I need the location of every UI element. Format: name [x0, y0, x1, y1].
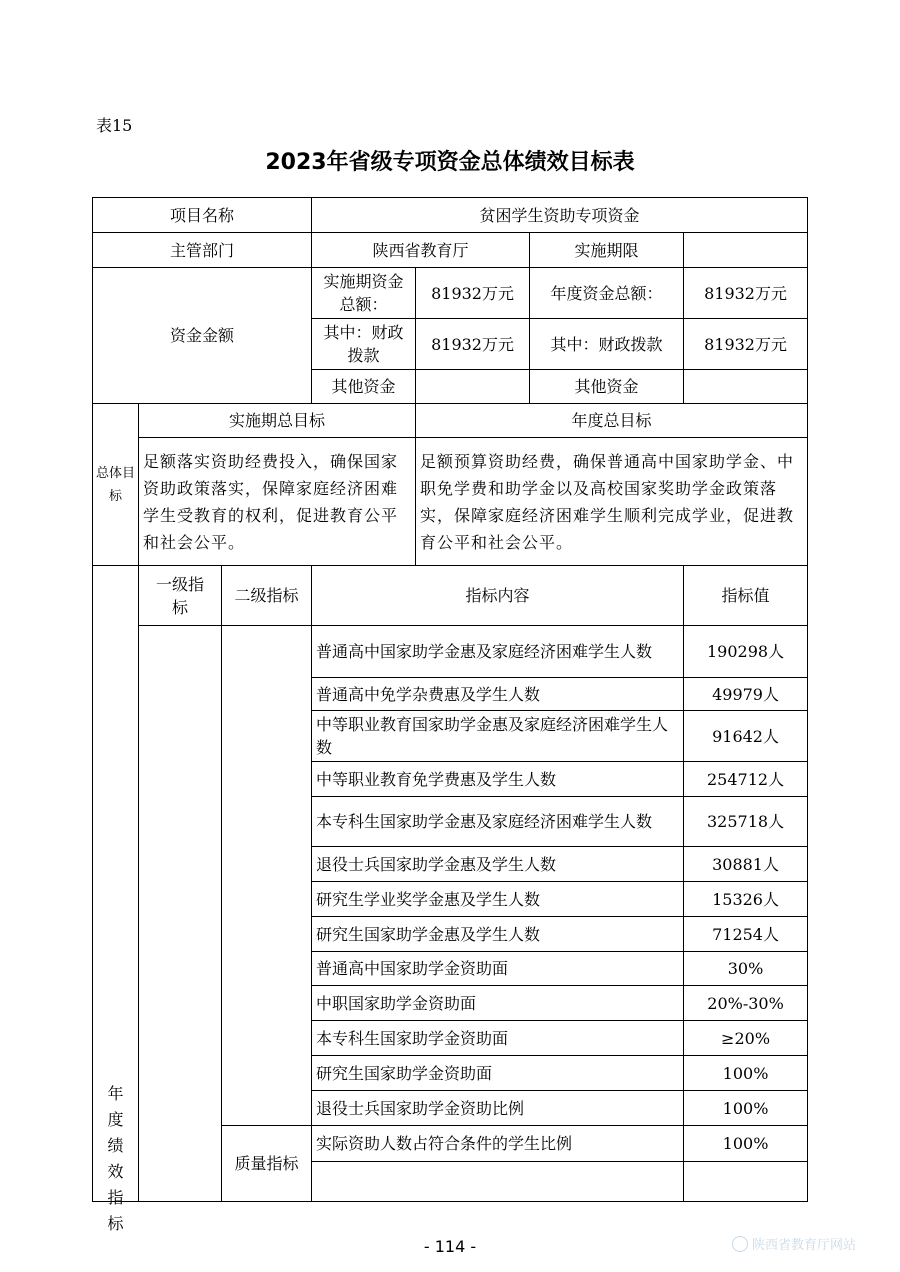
indicator-content: 研究生学业奖学金惠及学生人数 [312, 882, 684, 917]
col-level2: 二级指标 [222, 566, 312, 626]
quality-label: 质量指标 [234, 1154, 299, 1173]
indicator-content: 退役士兵国家助学金资助比例 [312, 1091, 684, 1126]
indicator-content-empty [312, 1162, 684, 1202]
annual-goal-label: 年度总目标 [416, 404, 808, 438]
project-name-label: 项目名称 [93, 198, 312, 233]
indicator-value: 254712人 [684, 762, 808, 797]
indicator-value: 325718人 [684, 797, 808, 847]
indicator-content: 普通高中国家助学金资助面 [312, 952, 684, 986]
fiscal-annual-label: 其中：财政拨款 [530, 319, 684, 370]
period-goal-text: 足额落实资助经费投入，确保国家资助政策落实，保障家庭经济困难学生受教育的权利，促进教育公平和社会公平。 [139, 438, 416, 566]
period-value [684, 233, 808, 268]
indicator-content: 本专科生国家助学金惠及家庭经济困难学生人数 [312, 797, 684, 847]
col-level1: 一级指标 [139, 566, 222, 626]
indicator-content: 研究生国家助学金惠及学生人数 [312, 917, 684, 952]
indicator-content: 中等职业教育免学费惠及学生人数 [312, 762, 684, 797]
total-period-label: 实施期资金总额： [312, 268, 416, 319]
watermark-logo-icon [732, 1236, 748, 1252]
goals-side-label: 总体目标 [93, 404, 139, 566]
indicator-value: 30881人 [684, 847, 808, 882]
level1-cell [139, 626, 222, 1202]
annual-goal-text: 足额预算资助经费，确保普通高中国家助学金、中职免学费和助学金以及高校国家奖助学金政策落实，保障家庭经济困难学生顺利完成学业，促进教育公平和社会公平。 [416, 438, 808, 566]
indicator-content: 本专科生国家助学金资助面 [312, 1021, 684, 1056]
indicator-value: 20%-30% [684, 986, 808, 1021]
indicators-side-label [93, 566, 139, 1233]
indicator-value-empty [684, 1162, 808, 1202]
indicator-value: 100% [684, 1056, 808, 1091]
performance-table [92, 197, 808, 1233]
col-content: 指标内容 [312, 566, 684, 626]
indicator-content: 退役士兵国家助学金惠及学生人数 [312, 847, 684, 882]
indicator-value: ≥20% [684, 1021, 808, 1056]
other-period-value [416, 370, 530, 404]
indicator-value: 15326人 [684, 882, 808, 917]
indicator-content: 实际资助人数占符合条件的学生比例 [312, 1126, 684, 1162]
indicator-content: 研究生国家助学金资助面 [312, 1056, 684, 1091]
annual-total-value: 81932万元 [684, 268, 808, 319]
watermark-text: 陕西省教育厅网站 [751, 1238, 856, 1253]
period-label: 实施期限 [530, 233, 684, 268]
fiscal-period-label: 其中：财政拨款 [312, 319, 416, 370]
indicator-value: 30% [684, 952, 808, 986]
indicator-content: 普通高中免学杂费惠及学生人数 [312, 678, 684, 711]
indicator-content: 中等职业教育国家助学金惠及家庭经济困难学生人数 [312, 711, 684, 762]
indicator-value: 71254人 [684, 917, 808, 952]
performance-table-frame [92, 197, 807, 1233]
indicator-value: 190298人 [684, 626, 808, 678]
indicator-content: 普通高中国家助学金惠及家庭经济困难学生人数 [312, 626, 684, 678]
indicator-value: 100% [684, 1091, 808, 1126]
page-number: - 114 - [423, 1237, 477, 1256]
level2-quantity-cell [222, 626, 312, 1126]
other-annual-value [684, 370, 808, 404]
other-period-label: 其他资金 [312, 370, 416, 404]
indicator-value: 49979人 [684, 678, 808, 711]
indicator-value: 91642人 [684, 711, 808, 762]
indicators-side-text: 年度绩效指标 [107, 1084, 124, 1233]
indicator-content: 中职国家助学金资助面 [312, 986, 684, 1021]
fiscal-period-value: 81932万元 [416, 319, 530, 370]
annual-total-label: 年度资金总额： [530, 268, 684, 319]
col-value: 指标值 [684, 566, 808, 626]
project-name-value: 贫困学生资助专项资金 [312, 198, 808, 233]
table-number: 表15 [96, 116, 133, 135]
dept-value: 陕西省教育厅 [312, 233, 530, 268]
level2-quality-cell [222, 1126, 312, 1202]
period-goal-label: 实施期总目标 [139, 404, 416, 438]
total-period-value: 81932万元 [416, 268, 530, 319]
funds-label: 资金金额 [93, 268, 312, 404]
dept-label: 主管部门 [93, 233, 312, 268]
indicator-value: 100% [684, 1126, 808, 1162]
watermark [732, 1234, 856, 1253]
fiscal-annual-value: 81932万元 [684, 319, 808, 370]
page-title: 2023年省级专项资金总体绩效目标表 [265, 150, 635, 175]
other-annual-label: 其他资金 [530, 370, 684, 404]
